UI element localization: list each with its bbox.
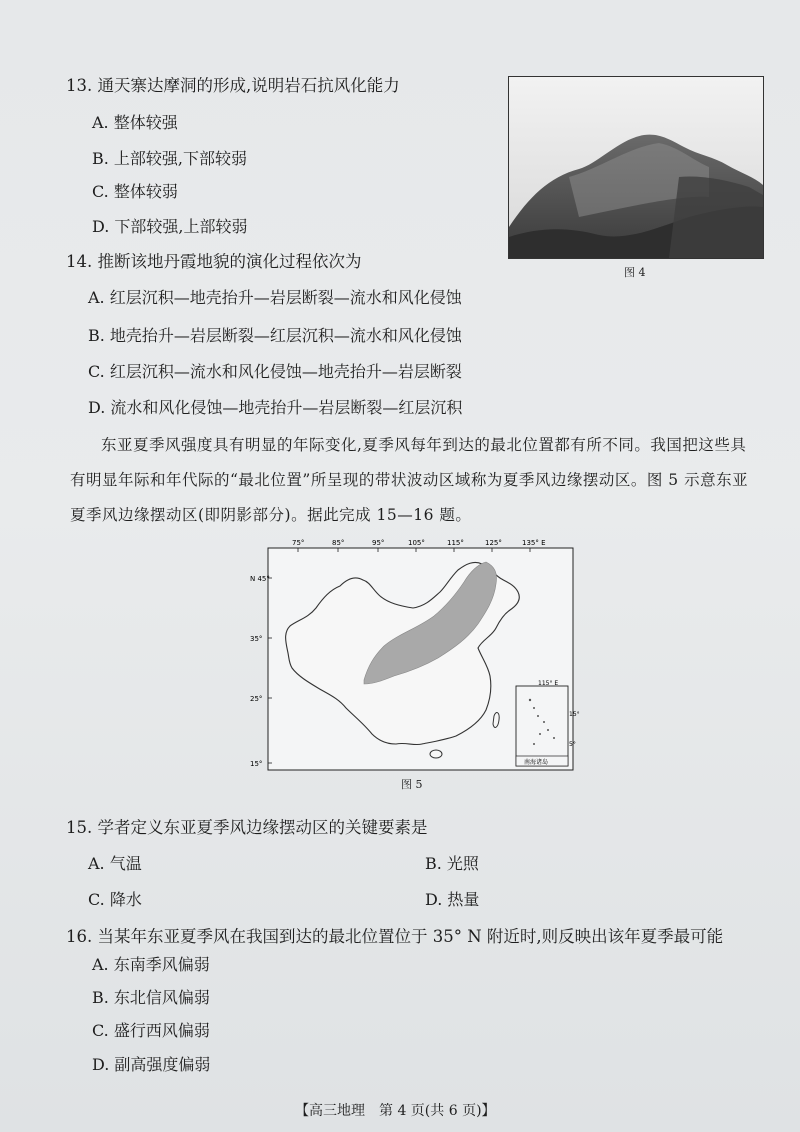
lon-label: 105°	[408, 539, 425, 547]
q14-option-b: B. 地壳抬升—岩层断裂—红层沉积—流水和风化侵蚀	[88, 326, 462, 345]
lat-label: 25°	[250, 695, 263, 703]
q16-option-a: A. 东南季风偏弱	[92, 955, 210, 974]
q14-option-a: A. 红层沉积—地壳抬升—岩层断裂—流水和风化侵蚀	[88, 288, 462, 307]
q16-option-c: C. 盛行西风偏弱	[92, 1021, 210, 1040]
figure-4-caption: 图 4	[624, 266, 646, 279]
q13-option-b: B. 上部较强,下部较弱	[92, 149, 248, 168]
lon-label: 85°	[332, 539, 345, 547]
q16-option-b: B. 东北信风偏弱	[92, 988, 210, 1007]
q14-stem: 14. 推断该地丹霞地貌的演化过程依次为	[66, 252, 362, 271]
inset-lat-label: 15°	[569, 711, 580, 718]
lon-label: 95°	[372, 539, 385, 547]
figure-5-caption: 图 5	[401, 778, 423, 791]
lon-label: 125°	[485, 539, 502, 547]
lon-label: 75°	[292, 539, 305, 547]
inset-label: 南海诸岛	[524, 759, 549, 766]
q14-option-c: C. 红层沉积—流水和风化侵蚀—地壳抬升—岩层断裂	[88, 362, 462, 381]
lat-label: 35°	[250, 635, 263, 643]
lat-label: 15°	[250, 760, 263, 768]
inset-lon-label: 115° E	[538, 680, 559, 687]
q16-option-d: D. 副高强度偏弱	[92, 1055, 211, 1074]
q15-option-a: A. 气温	[88, 854, 142, 873]
q14-option-d: D. 流水和风化侵蚀—地壳抬升—岩层断裂—红层沉积	[88, 398, 463, 417]
figure-4-photo	[508, 76, 764, 259]
lat-label: N 45°	[250, 575, 270, 583]
lon-label: 135° E	[522, 539, 546, 547]
q16-stem: 16. 当某年东亚夏季风在我国到达的最北位置位于 35° N 附近时,则反映出该年夏季最可能	[66, 927, 724, 946]
q13-stem: 13. 通天寨达摩洞的形成,说明岩石抗风化能力	[66, 76, 400, 95]
figure-5-map	[250, 539, 580, 770]
reading-passage: 东亚夏季风强度具有明显的年际变化,夏季风每年到达的最北位置都有所不同。我国把这些具有明显年际和年代际的“最北位置”所呈现的带状波动区域称为夏季风边缘摆动区。图 5 示意东亚夏季风边缘摆动区(即阴影部分)。据此完成 15—16 题。	[70, 436, 749, 524]
q13-option-c: C. 整体较弱	[92, 182, 178, 201]
q13-option-d: D. 下部较强,上部较弱	[92, 217, 248, 236]
q15-option-c: C. 降水	[88, 890, 142, 909]
q15-option-b: B. 光照	[425, 854, 479, 873]
q15-option-d: D. 热量	[425, 890, 480, 909]
q15-stem: 15. 学者定义东亚夏季风边缘摆动区的关键要素是	[66, 818, 428, 837]
page-footer: 【高三地理 第 4 页(共 6 页)】	[295, 1103, 496, 1119]
lon-label: 115°	[447, 539, 464, 547]
inset-lat-label: 5°	[569, 741, 576, 748]
q13-option-a: A. 整体较强	[92, 113, 178, 132]
